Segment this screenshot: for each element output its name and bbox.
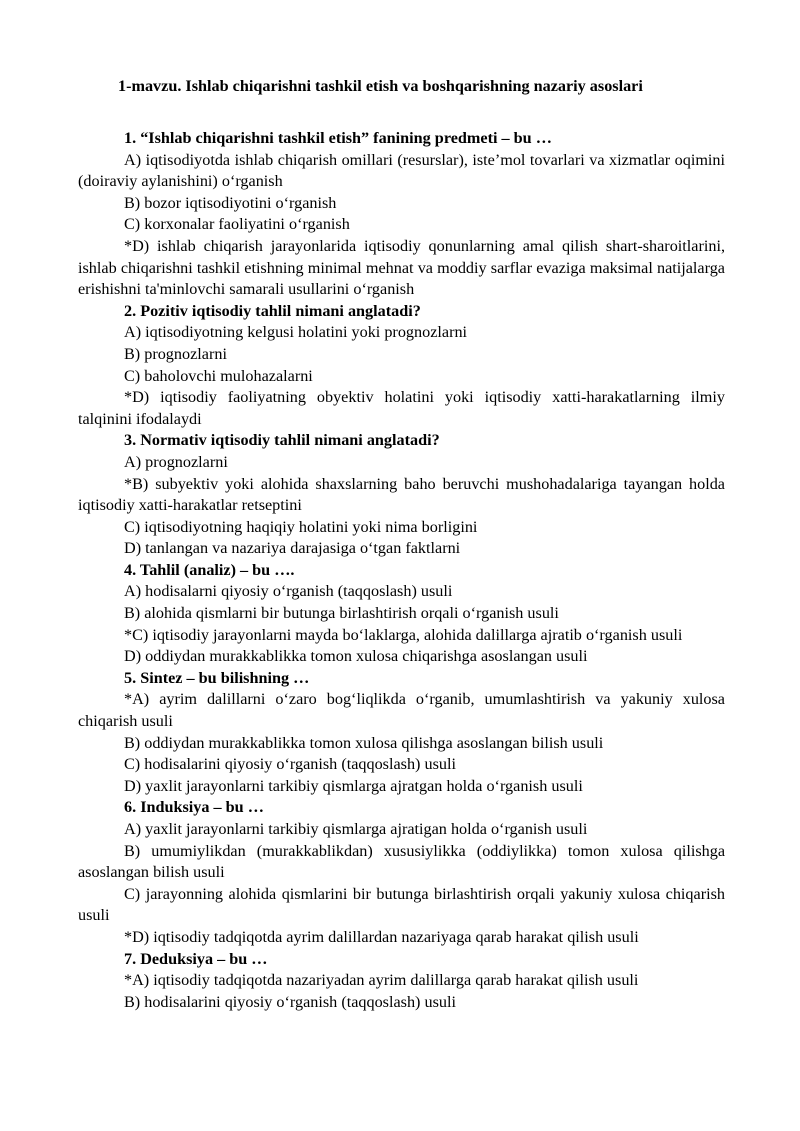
question-1-option-b: B) bozor iqtisodiyotini o‘rganish xyxy=(124,193,337,212)
question-4-option-b: B) alohida qismlarni bir butunga birlashtirish orqali o‘rganish usuli xyxy=(124,604,559,623)
question-2-option-a: A) iqtisodiyotning kelgusi holatini yoki prognozlarni xyxy=(124,323,468,342)
question-3-option-c: C) iqtisodiyotning haqiqiy holatini yoki nima borligini xyxy=(124,517,478,536)
question-1-option-a: A) iqtisodiyotda ishlab chiqarish omillari (resurslar), iste’mol tovarlari va xizmatlar oqimini (doiraviy aylanishini) o‘rganish xyxy=(78,150,725,191)
question-2-option-c: C) baholovchi mulohazalarni xyxy=(124,366,313,385)
question-5-option-a: *A) ayrim dalillarni o‘zaro bog‘liqlikda o‘rganib, umumlashtirish va yakuniy xulosa chiqarish usuli xyxy=(78,690,725,731)
question-block-4 xyxy=(78,560,725,668)
question-block-6 xyxy=(78,797,725,948)
question-4-option-a: A) hodisalarni qiyosiy o‘rganish (taqqoslash) usuli xyxy=(124,582,453,601)
question-2-option-d: *D) iqtisodiy faoliyatning obyektiv holatini yoki iqtisodiy xatti-harakatlarning ilmiy talqinini ifodalaydi xyxy=(78,388,725,428)
question-5-option-d: D) yaxlit jarayonlarni tarkibiy qismlarga ajratgan holda o‘rganish usuli xyxy=(124,776,583,795)
question-2-option-b: B) prognozlarni xyxy=(124,344,227,363)
question-block-1 xyxy=(78,128,725,301)
question-6-option-d: *D) iqtisodiy tadqiqotda ayrim dalillardan nazariyaga qarab harakat qilish usuli xyxy=(124,927,639,946)
question-1-option-d: *D) ishlab chiqarish jarayonlarida iqtisodiy qonunlarning amal qilish shart-sharoitlarini, ishlab chiqarishni tashkil etishning minimal mehnat va moddiy sarflar evaziga maksimal natijalarga erishishni ta'minlovchi samarali usullarini o‘rganish xyxy=(78,236,725,299)
question-3-option-b: *B) subyektiv yoki alohida shaxslarning baho beruvchi mushohadalariga tayangan holda iqtisodiy xatti-harakatlar retseptini xyxy=(78,474,725,515)
question-block-5 xyxy=(78,668,725,798)
question-5: 5. Sintez – bu bilishning … xyxy=(124,668,310,687)
question-4-option-c: *C) iqtisodiy jarayonlarni mayda bo‘laklarga, alohida dalillarga ajratib o‘rganish usuli xyxy=(124,625,683,644)
question-1: 1. “Ishlab chiqarishni tashkil etish” fanining predmeti – bu … xyxy=(124,129,552,147)
question-block-2 xyxy=(78,301,725,431)
question-6-option-b: B) umumiylikdan (murakkablikdan) xususiylikka (oddiylikka) tomon xulosa qilishga asoslangan bilish usuli xyxy=(78,841,725,882)
question-3: 3. Normativ iqtisodiy tahlil nimani anglatadi? xyxy=(124,431,440,450)
question-5-option-c: C) hodisalarini qiyosiy o‘rganish (taqqoslash) usuli xyxy=(124,755,456,774)
question-2: 2. Pozitiv iqtisodiy tahlil nimani anglatadi? xyxy=(124,301,421,320)
question-4-option-d: D) oddiydan murakkablikka tomon xulosa chiqarishga asoslangan usuli xyxy=(124,647,588,666)
question-1-option-c: C) korxonalar faoliyatini o‘rganish xyxy=(124,215,350,234)
question-7-option-a: *A) iqtisodiy tadqiqotda nazariyadan ayrim dalillarga qarab harakat qilish usuli xyxy=(124,971,639,990)
topic-title: 1-mavzu. Ishlab chiqarishni tashkil etish va boshqarishning nazariy asoslari xyxy=(118,77,643,95)
question-6-option-c: C) jarayonning alohida qismlarini bir butunga birlashtirish orqali yakuniy xulosa chiqarish usuli xyxy=(78,884,725,925)
question-3-option-d: D) tanlangan va nazariya darajasiga o‘tgan faktlarni xyxy=(124,539,461,558)
question-6: 6. Induksiya – bu … xyxy=(124,798,264,817)
question-7: 7. Deduksiya – bu … xyxy=(124,949,268,968)
question-6-option-a: A) yaxlit jarayonlarni tarkibiy qismlarga ajratigan holda o‘rganish usuli xyxy=(124,820,588,838)
question-4: 4. Tahlil (analiz) – bu …. xyxy=(124,560,295,579)
question-5-option-b: B) oddiydan murakkablikka tomon xulosa qilishga asoslangan bilish usuli xyxy=(124,733,604,752)
question-block-3 xyxy=(78,430,725,560)
question-block-7 xyxy=(78,949,725,1014)
question-3-option-a: A) prognozlarni xyxy=(124,452,228,471)
document-page xyxy=(78,74,725,1013)
question-7-option-b: B) hodisalarini qiyosiy o‘rganish (taqqoslash) usuli xyxy=(124,992,456,1011)
